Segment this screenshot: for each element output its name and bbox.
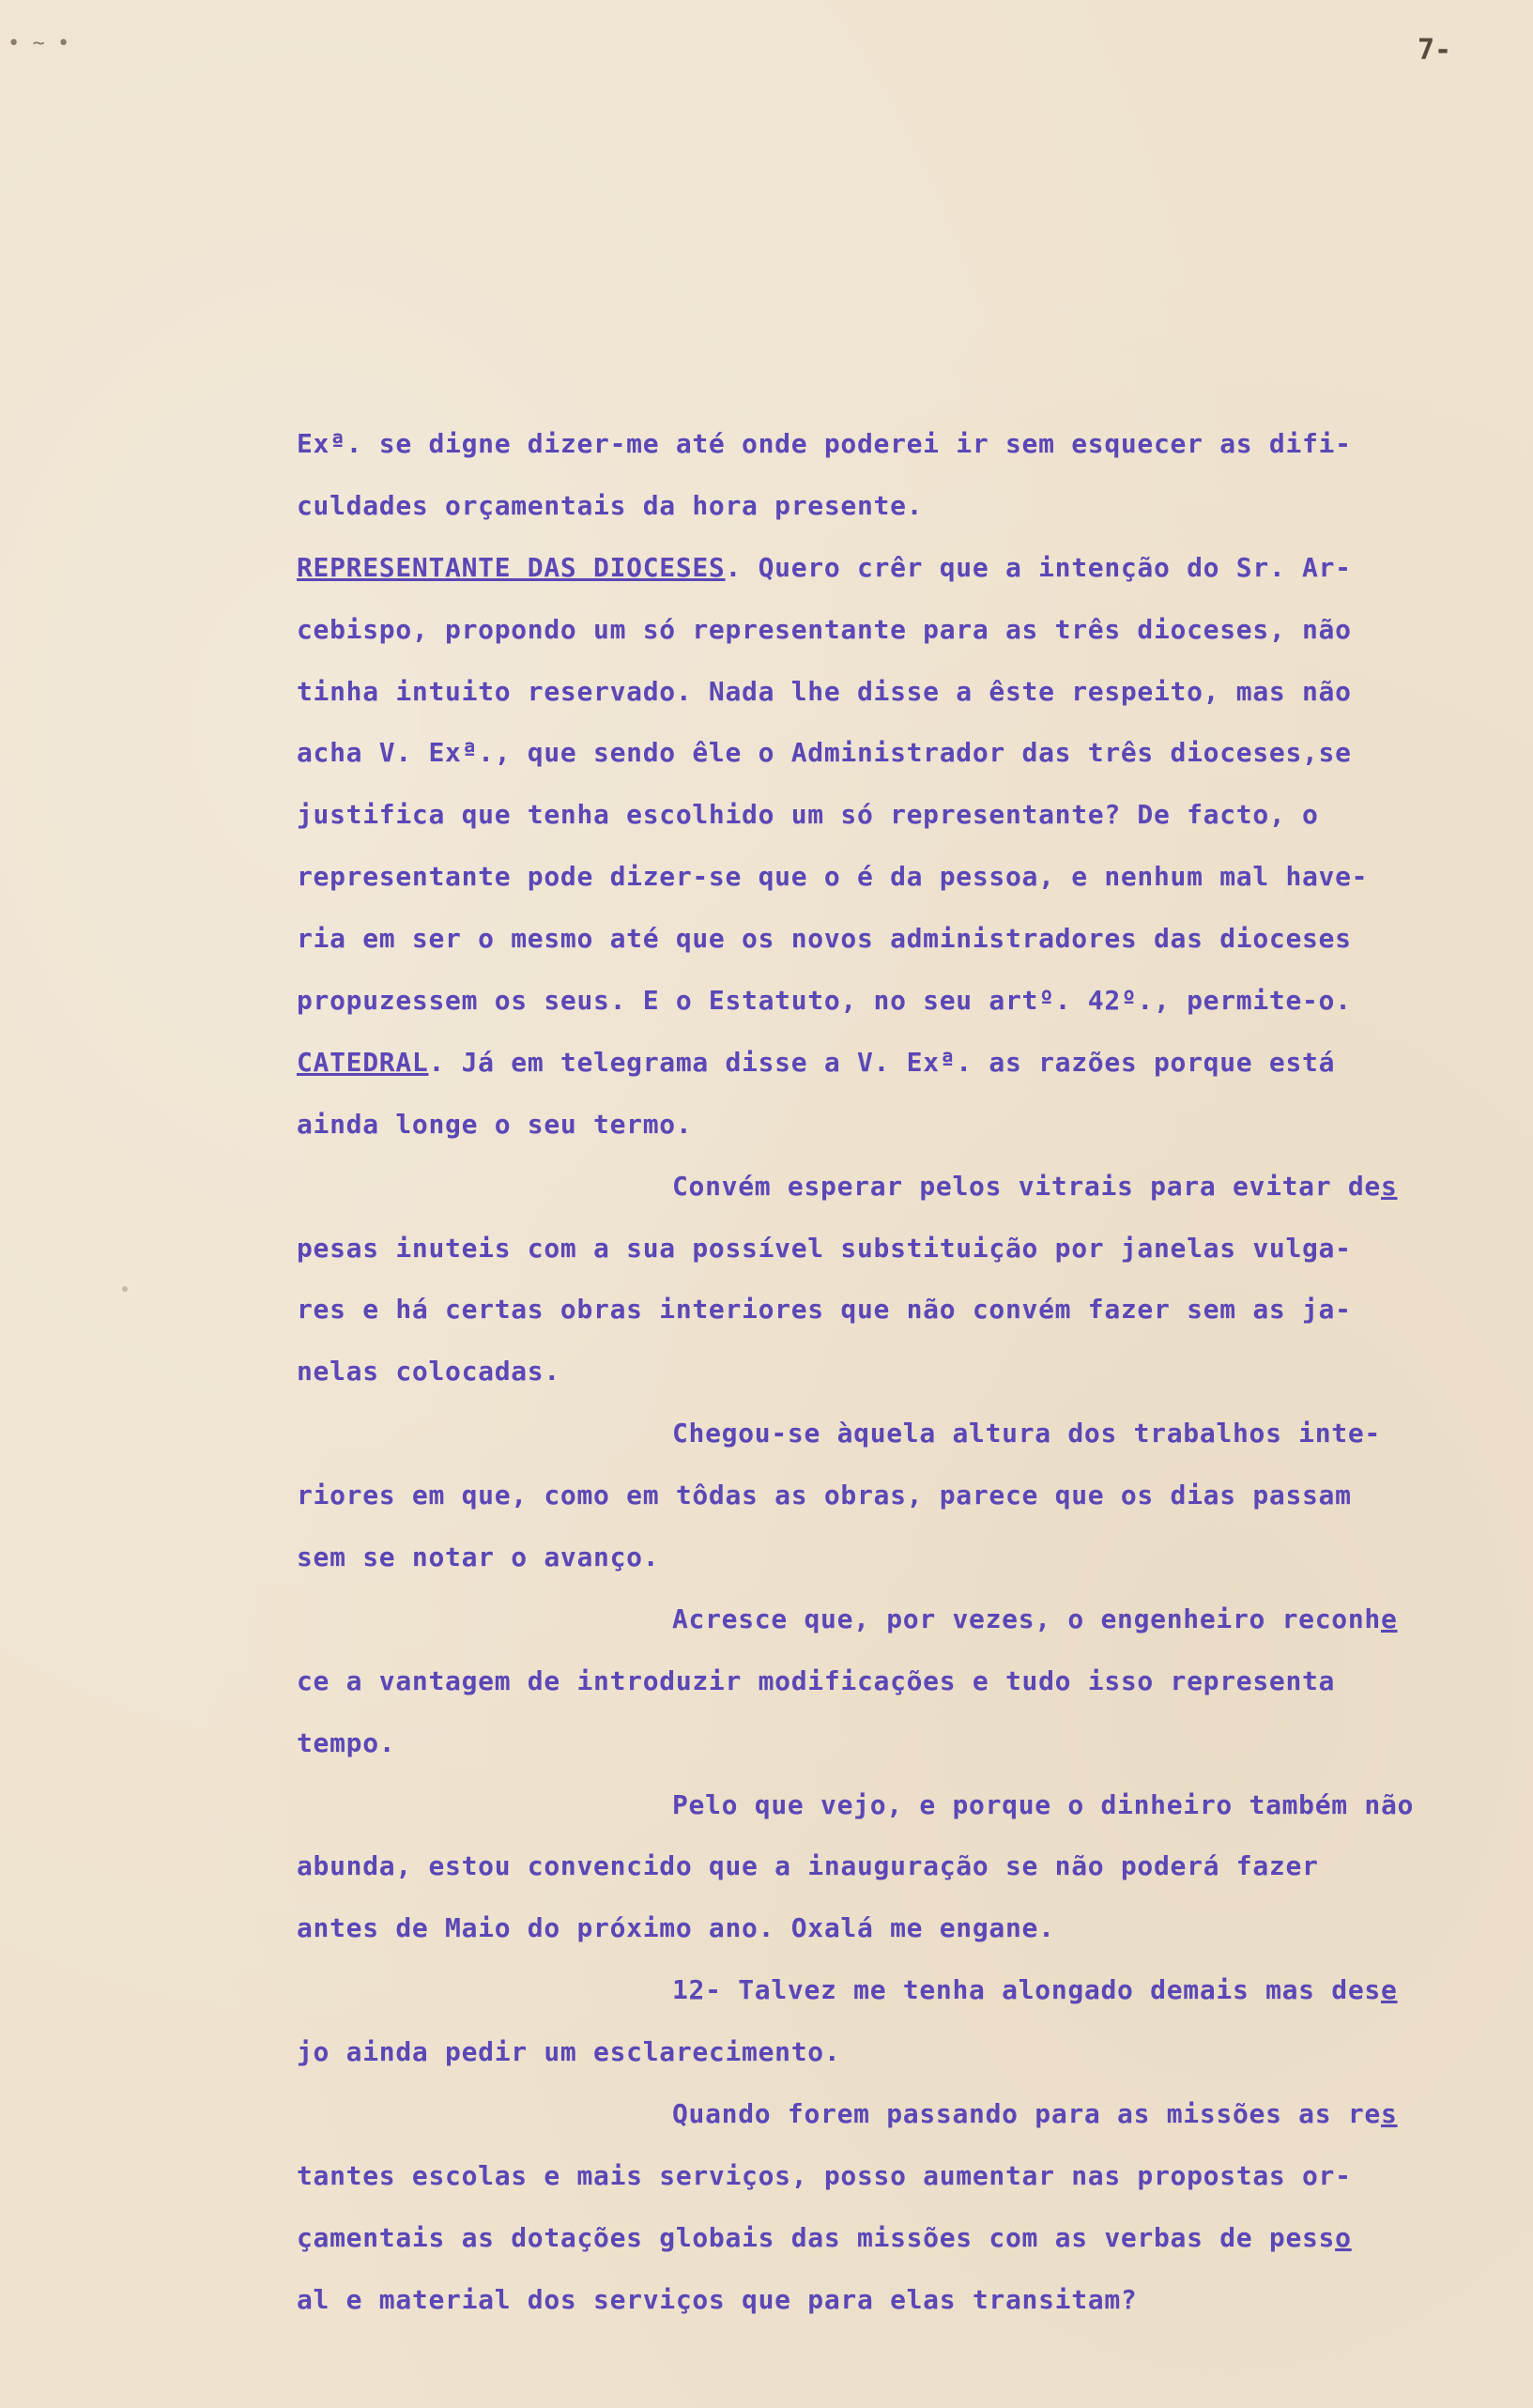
text-line bbox=[297, 2207, 1508, 2269]
text-segment: . Já em telegrama disse a V. Exª. as razões porque está bbox=[428, 1046, 1336, 1078]
text-segment: 12- Talvez me tenha alongado demais mas des bbox=[672, 1974, 1381, 2006]
text-line bbox=[297, 1897, 1508, 1959]
text-line bbox=[297, 1959, 1508, 2021]
text-line bbox=[297, 1588, 1508, 1650]
text-line bbox=[297, 1279, 1508, 1341]
text-line bbox=[297, 2269, 1508, 2331]
text-line bbox=[297, 1835, 1508, 1897]
text-line bbox=[297, 2021, 1508, 2083]
text-segment: Acresce que, por vezes, o engenheiro reconh bbox=[672, 1603, 1381, 1634]
text-segment: pesas inuteis com a sua possível substituição por janelas vulga- bbox=[297, 1232, 1352, 1264]
text-segment: propuzessem os seus. E o Estatuto, no seu artº. 42º., permite-o. bbox=[297, 985, 1352, 1017]
text-line bbox=[297, 1032, 1508, 1094]
text-line bbox=[297, 1156, 1508, 1218]
text-line bbox=[297, 908, 1508, 970]
text-segment: Chegou-se àquela altura dos trabalhos inte- bbox=[672, 1418, 1381, 1449]
text-segment: ria em ser o mesmo até que os novos administradores das dioceses bbox=[297, 923, 1352, 955]
text-segment: cebispo, propondo um só representante para as três dioceses, não bbox=[297, 613, 1352, 645]
text-segment: . Quero crêr que a intenção do Sr. Ar- bbox=[725, 551, 1352, 583]
text-segment: al e material dos serviços que para elas transitam? bbox=[297, 2283, 1138, 2315]
text-line bbox=[297, 2145, 1508, 2207]
text-segment: tantes escolas e mais serviços, posso aumentar nas propostas or- bbox=[297, 2159, 1352, 2191]
letter-body bbox=[297, 413, 1508, 2331]
underlined-segment: e bbox=[1380, 1603, 1398, 1634]
text-segment: Pelo que vejo, e porque o dinheiro também não bbox=[672, 1788, 1415, 1820]
text-line bbox=[297, 1218, 1508, 1280]
text-segment: Convém esperar pelos vitrais para evitar de bbox=[672, 1170, 1381, 1202]
text-segment: tempo. bbox=[297, 1726, 396, 1758]
page-number: 7- bbox=[1418, 34, 1452, 67]
text-line bbox=[297, 970, 1508, 1032]
text-segment: abunda, estou convencido que a inauguração se não poderá fazer bbox=[297, 1850, 1319, 1882]
text-segment: ainda longe o seu termo. bbox=[297, 1108, 693, 1140]
text-line bbox=[297, 475, 1508, 537]
text-line bbox=[297, 1650, 1508, 1712]
text-line bbox=[297, 1465, 1508, 1526]
text-line bbox=[297, 661, 1508, 723]
text-line bbox=[297, 1526, 1508, 1588]
corner-mark: • ~ • bbox=[8, 32, 70, 55]
text-segment: acha V. Exª., que sendo êle o Administrador das três dioceses,se bbox=[297, 737, 1352, 769]
text-segment: nelas colocadas. bbox=[297, 1356, 560, 1388]
text-segment: culdades orçamentais da hora presente. bbox=[297, 489, 924, 521]
text-line bbox=[297, 1774, 1508, 1836]
underlined-segment: s bbox=[1380, 2098, 1398, 2130]
text-line bbox=[297, 846, 1508, 908]
text-line bbox=[297, 1403, 1508, 1465]
text-line bbox=[297, 1341, 1508, 1403]
text-segment: res e há certas obras interiores que não convém fazer sem as ja- bbox=[297, 1294, 1352, 1326]
text-segment: representante pode dizer-se que o é da pessoa, e nenhum mal have- bbox=[297, 861, 1369, 893]
underlined-segment: s bbox=[1380, 1170, 1398, 1202]
text-line bbox=[297, 722, 1508, 784]
text-segment: Quando forem passando para as missões as re bbox=[672, 2098, 1381, 2130]
text-segment: çamentais as dotações globais das missões com as verbas de pess bbox=[297, 2221, 1336, 2253]
text-segment: ce a vantagem de introduzir modificações e tudo isso representa bbox=[297, 1664, 1336, 1696]
text-line bbox=[297, 2083, 1508, 2145]
text-segment: Exª. se digne dizer-me até onde poderei ir sem esquecer as difi- bbox=[297, 428, 1352, 459]
text-line bbox=[297, 599, 1508, 661]
text-segment: antes de Maio do próximo ano. Oxalá me engane. bbox=[297, 1912, 1055, 1944]
text-line bbox=[297, 1094, 1508, 1156]
text-line bbox=[297, 413, 1508, 475]
text-segment: justifica que tenha escolhido um só representante? De facto, o bbox=[297, 799, 1319, 831]
text-segment: sem se notar o avanço. bbox=[297, 1541, 660, 1573]
underlined-segment: e bbox=[1380, 1974, 1398, 2006]
ink-smudge bbox=[122, 1286, 128, 1292]
text-segment: tinha intuito reservado. Nada lhe disse a êste respeito, mas não bbox=[297, 675, 1352, 707]
underlined-segment: o bbox=[1335, 2221, 1352, 2253]
underlined-segment: CATEDRAL bbox=[297, 1046, 429, 1078]
text-line bbox=[297, 784, 1508, 846]
text-segment: riores em que, como em tôdas as obras, parece que os dias passam bbox=[297, 1480, 1352, 1511]
text-line bbox=[297, 537, 1508, 599]
underlined-segment: REPRESENTANTE DAS DIOCESES bbox=[297, 551, 726, 583]
text-line bbox=[297, 1712, 1508, 1774]
text-segment: jo ainda pedir um esclarecimento. bbox=[297, 2036, 841, 2068]
